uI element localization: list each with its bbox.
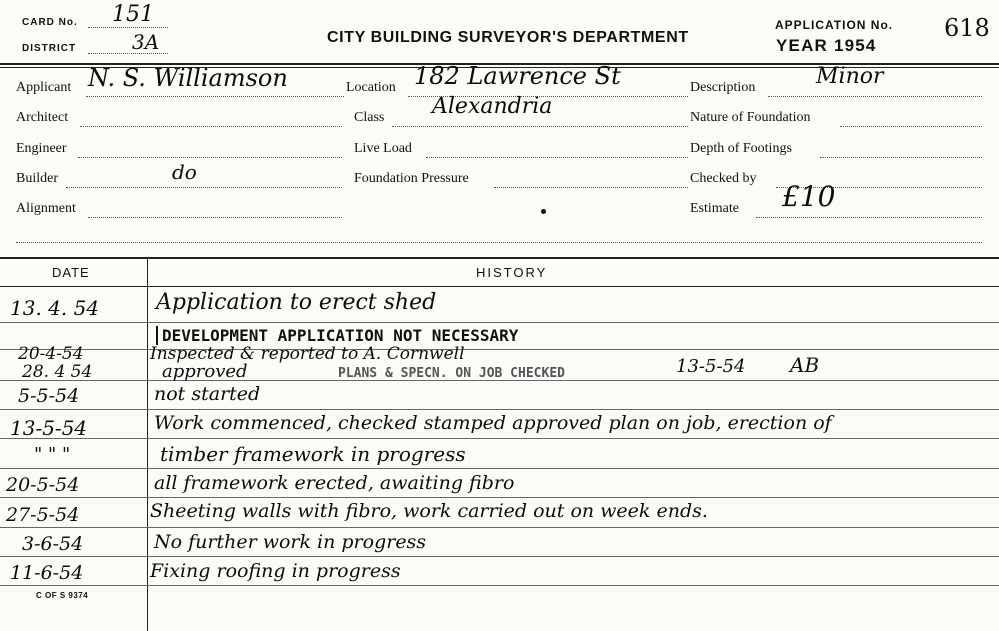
- history-text: all framework erected, awaiting fibro: [154, 472, 515, 494]
- architect-label: Architect: [16, 110, 69, 125]
- applicant-label: Applicant: [16, 80, 72, 95]
- history-date: 13. 4. 54: [10, 296, 100, 320]
- location-label: Location: [346, 80, 396, 95]
- history-text: approved: [162, 361, 248, 382]
- history-date: 27-5-54: [6, 504, 80, 526]
- form-code: C OF S 9374: [36, 591, 89, 600]
- class-label: Class: [354, 110, 385, 125]
- history-column-header: HISTORY: [476, 265, 548, 280]
- nature-of-foundation-label: Nature of Foundation: [690, 110, 811, 125]
- plans-checked-stamp: PLANS & SPECN. ON JOB CHECKED: [338, 366, 565, 381]
- year-label: YEAR 1954: [776, 36, 877, 55]
- history-date: 11-6-54: [10, 562, 84, 584]
- estimate-label: Estimate: [690, 201, 739, 216]
- location-value: 182 Lawrence St: [414, 62, 621, 90]
- history-text: Work commenced, checked stamped approved plan on job, erection of: [154, 412, 832, 434]
- applicant-value: N. S. Williamson: [88, 64, 288, 92]
- builder-value: do: [172, 160, 197, 184]
- history-text: Fixing roofing in progress: [150, 560, 401, 582]
- description-value: Minor: [816, 64, 884, 89]
- plans-checked-date: 13-5-54: [676, 356, 746, 377]
- card-no-value: 151: [112, 2, 154, 27]
- district-value: 3A: [132, 30, 160, 54]
- history-date: 28. 4 54: [22, 362, 93, 382]
- live-load-label: Live Load: [354, 141, 412, 156]
- history-date: 20-4-54: [18, 344, 84, 364]
- history-text: timber framework in progress: [160, 442, 466, 466]
- history-text: Inspected & reported to A. Cornwell: [150, 344, 465, 364]
- application-no-label: APPLICATION No.: [775, 18, 894, 32]
- history-text: not started: [154, 383, 261, 405]
- history-date: 5-5-54: [18, 385, 80, 407]
- estimate-value: £10: [782, 180, 836, 213]
- depth-of-footings-label: Depth of Footings: [690, 141, 792, 156]
- alignment-label: Alignment: [16, 201, 76, 216]
- checked-by-label: Checked by: [690, 171, 757, 186]
- date-column-header: DATE: [52, 265, 90, 280]
- plans-checked-initials: AB: [790, 353, 820, 377]
- department-title: CITY BUILDING SURVEYOR'S DEPARTMENT: [327, 29, 689, 46]
- history-text: Application to erect shed: [156, 290, 437, 315]
- history-date: " " ": [34, 444, 71, 465]
- foundation-pressure-label: Foundation Pressure: [354, 171, 469, 186]
- history-text: No further work in progress: [154, 531, 427, 553]
- class-value: Alexandria: [432, 94, 553, 119]
- application-no-value: 618: [944, 14, 990, 42]
- district-label: DISTRICT: [22, 43, 77, 54]
- development-not-necessary-stamp: DEVELOPMENT APPLICATION NOT NECESSARY: [156, 326, 518, 345]
- engineer-label: Engineer: [16, 141, 67, 156]
- description-label: Description: [690, 80, 756, 95]
- history-text: Sheeting walls with fibro, work carried out on week ends.: [150, 500, 708, 522]
- history-date: 13-5-54: [10, 416, 88, 440]
- builder-label: Builder: [16, 171, 58, 186]
- history-date: 3-6-54: [22, 533, 84, 555]
- card-no-label: CARD No.: [22, 17, 78, 28]
- history-date: 20-5-54: [6, 474, 80, 496]
